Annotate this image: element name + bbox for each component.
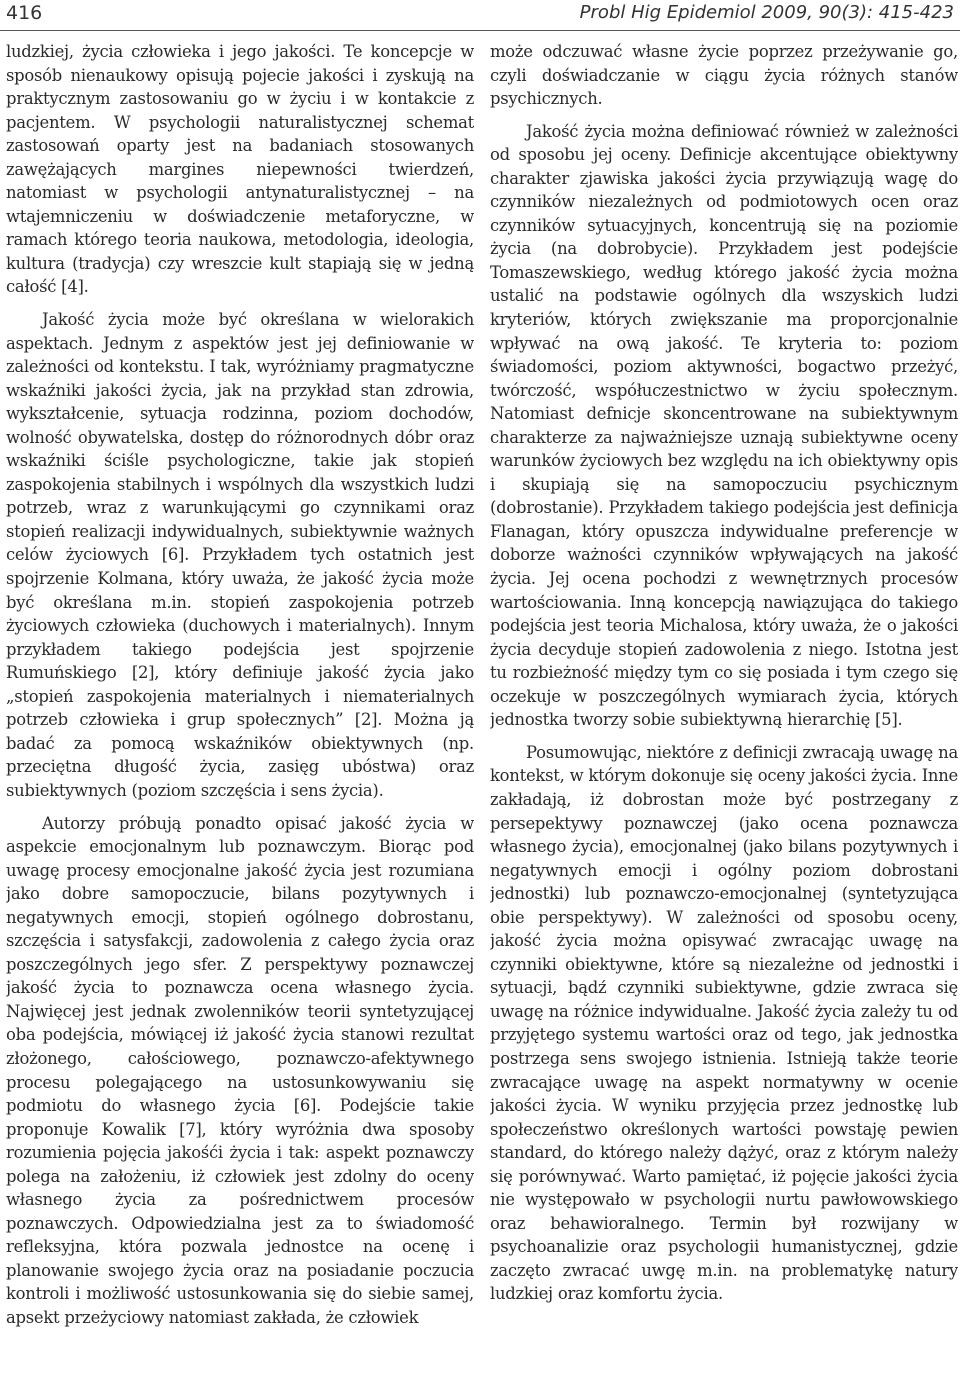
paragraph: Autorzy próbują ponadto opisać jakość życia w aspekcie emocjonalnym lub poznawczym. Biorąc pod uwagę procesy emocjonalne jakość życia jest rozumiana jako dobre samopoczucie, bilans pozytywnych i negatywnych emocji, stopień ogólnego dobrostanu, szczęścia i satysfakcji, zadowolenia z całego życia oraz poszczególnych jego sfer. Z perspektywy poznawczej jakość życia to poznawcza ocena własnego życia. Najwięcej jest jednak zwolenników teorii syntetyzującej oba podejścia, mówiącej iż jakość życia stanowi rezultat złożonego, całościowego, poznawczo-afektywnego procesu polegającego na ustosunkowywaniu się podmiotu do własnego życia [6]. Podejście takie proponuje Kowalik [7], który wyróżnia dwa sposoby rozumienia pojęcia jakośći życia i tak: aspekt poznawczy polega na założeniu, iż człowiek jest zdolny do oceny własnego życia za pośrednictwem procesów poznawczych. Odpowiedzialna jest za to świadomość refleksyjna, która pozwala jednostce na ocenę i planowanie swojego życia oraz na posiadanie poczucia kontroli i możliwość ustosunkowania się do siebie samej, apsekt przeżyciowy natomiast zakłada, że człowiek [6, 813, 474, 1327]
journal-reference: Probl Hig Epidemiol 2009, 90(3): 415-423 [579, 2, 954, 23]
paragraph: Posumowując, niektóre z definicji zwracają uwagę na kontekst, w którym dokonuje się oceny jakości życia. Inne zakładają, iż dobrostan może być postrzegany z persepektywy poznawczej (jako ocena poznawcza własnego życia), emocjonalnej (jako bilans pozytywnych i negatywnych emocji i ogólny poziom dobrostani jednostki) lub poznawczo-emocjonalnej (syntetyzująca obie perspektywy). W zależności od sposobu oceny, jakość życia można opisywać zwracając uwagę na czynniki obiektywne, które są niezależne od jednostki i sytuacji, bądź czynniki subiektywne, gdzie zwraca się uwagę na różnice indywidualne. Jakość życia zależy tu od przyjętego systemu wartości oraz od tego, jak jednostka postrzega sens swojego istnienia. Istnieją także teorie zwracające uwagę na aspekt normatywny w ocenie jakości życia. W wyniku przyjęcia przez jednostkę lub społeczeństwo określonych wartości powstaję pewien standard, do którego należy dążyć, oraz z którym należy się porównywać. Warto pamiętać, iż pojęcie jakości życia nie występowało w psychologii nurtu pawłowowskiego oraz behawioralnego. Termin był rozwijany w psychoanalizie oraz psychologii humanistycznej, gdzie zaczęto zwracać uwgę m.in. na problematykę natury ludzkiej oraz komfortu życia. [490, 742, 958, 1304]
header-rule [0, 30, 960, 31]
paragraph: Jakość życia może być określana w wielorakich aspektach. Jednym z aspektów jest jej definiowanie w zależności od kontekstu. I tak, wyróżniamy pragmatyczne wskaźniki jakości życia, jak na przykład stan zdrowia, wykształcenie, sytuacja rodzinna, poziom dochodów, wolność obywatelska, dostęp do różnorodnych dóbr oraz wskaźniki ściśle psychologiczne, takie jak stopień zaspokojenia stabilnych i wspólnych dla wszystkich ludzi potrzeb, wraz z warunkującymi go czynnikami oraz stopień realizacji indywidualnych, subiektywnie ważnych celów życiowych [6]. Przykładem tych ostatnich jest spojrzenie Kolmana, który uważa, że jakość życia może być określana m.in. stopień zaspokojenia potrzeb życiowych człowieka (duchowych i materialnych). Innym przykładem takiego podejścia jest spojrzenie Rumuńskiego [2], który definiuje jakość życia jako „stopień zaspokojenia materialnych i niematerialnych potrzeb człowieka i grup społecznych” [2]. Można ją badać za pomocą wskaźników obiektywnych (np. przeciętna długość życia, zasięg ubóstwa) oraz subiektywnych (poziom szczęścia i sens życia). [6, 310, 474, 800]
left-column [6, 40, 474, 1380]
paragraph: ludzkiej, życia człowieka i jego jakości. Te koncepcje w sposób nienaukowy opisują pojecie jakości i zyskują na praktycznym zastosowaniu go w życiu i w kontakcie z pacjentem. W psychologii naturalistycznej schemat zastosowań oparty jest na badaniach stosowanych zawężających margines niepewności twierdzeń, natomiast w psychologii antynaturalistycznej – na wtajemniczeniu w doświadczenie metaforyczne, w ramach którego teoria naukowa, metodologia, ideologia, kultura (tradycja) czy wreszcie kult stapiają się w jedną całość [4]. [6, 42, 474, 297]
page-number: 416 [6, 2, 43, 24]
right-column [490, 40, 958, 1380]
paragraph: może odczuwać własne życie poprzez przeżywanie go, czyli doświadczanie w ciągu życia różnych stanów psychicznych. [490, 42, 958, 109]
page-header [0, 0, 960, 30]
paragraph: Jakość życia można definiować również w zależności od sposobu jej oceny. Definicje akcentujące obiektywny charakter zjawiska jakości życia przywiązują wagę do czynników niezależnych od podmiotowych ocen oraz czynników sytuacyjnych, koncentrują się na poziomie życia (na dobrobycie). Przykładem jest podejście Tomaszewskiego, według którego jakość życia można ustalić na podstawie ogólnych dla wszyskich ludzi kryteriów, których zwiększanie ma proporcjonalnie wpływać na ową jakość. Te kryteria to: poziom świadomości, poziom aktywności, bogactwo przeżyć, twórczość, współuczestnictwo w życiu społecznym. Natomiast defnicje skoncentrowane na subiektywnym charakterze za najważniejsze uznają subiektywne oceny warunków życiowych bez względu na ich obiektywny opis i skupiają się na samopoczuciu psychicznym (dobrostanie). Przykładem takiego podejścia jest definicja Flanagan, który opuszcza indywidualne preferencje w doborze ważności czynników wpływających na jakość życia. Jej ocena pochodzi z wewnętrznych procesów wartościowania. Inną koncepcją nawiązująca do takiego podejścia jest teoria Michalosa, który uważa, że o jakości życia decyduje stopień zadowolenia z niego. Istotna jest tu rozbieżność między tym co się posiada i tym czego się oczekuje w poszczególnych wymiarach życia, których jednostka tworzy sobie subiektywną hierarchię [5]. [490, 121, 958, 730]
